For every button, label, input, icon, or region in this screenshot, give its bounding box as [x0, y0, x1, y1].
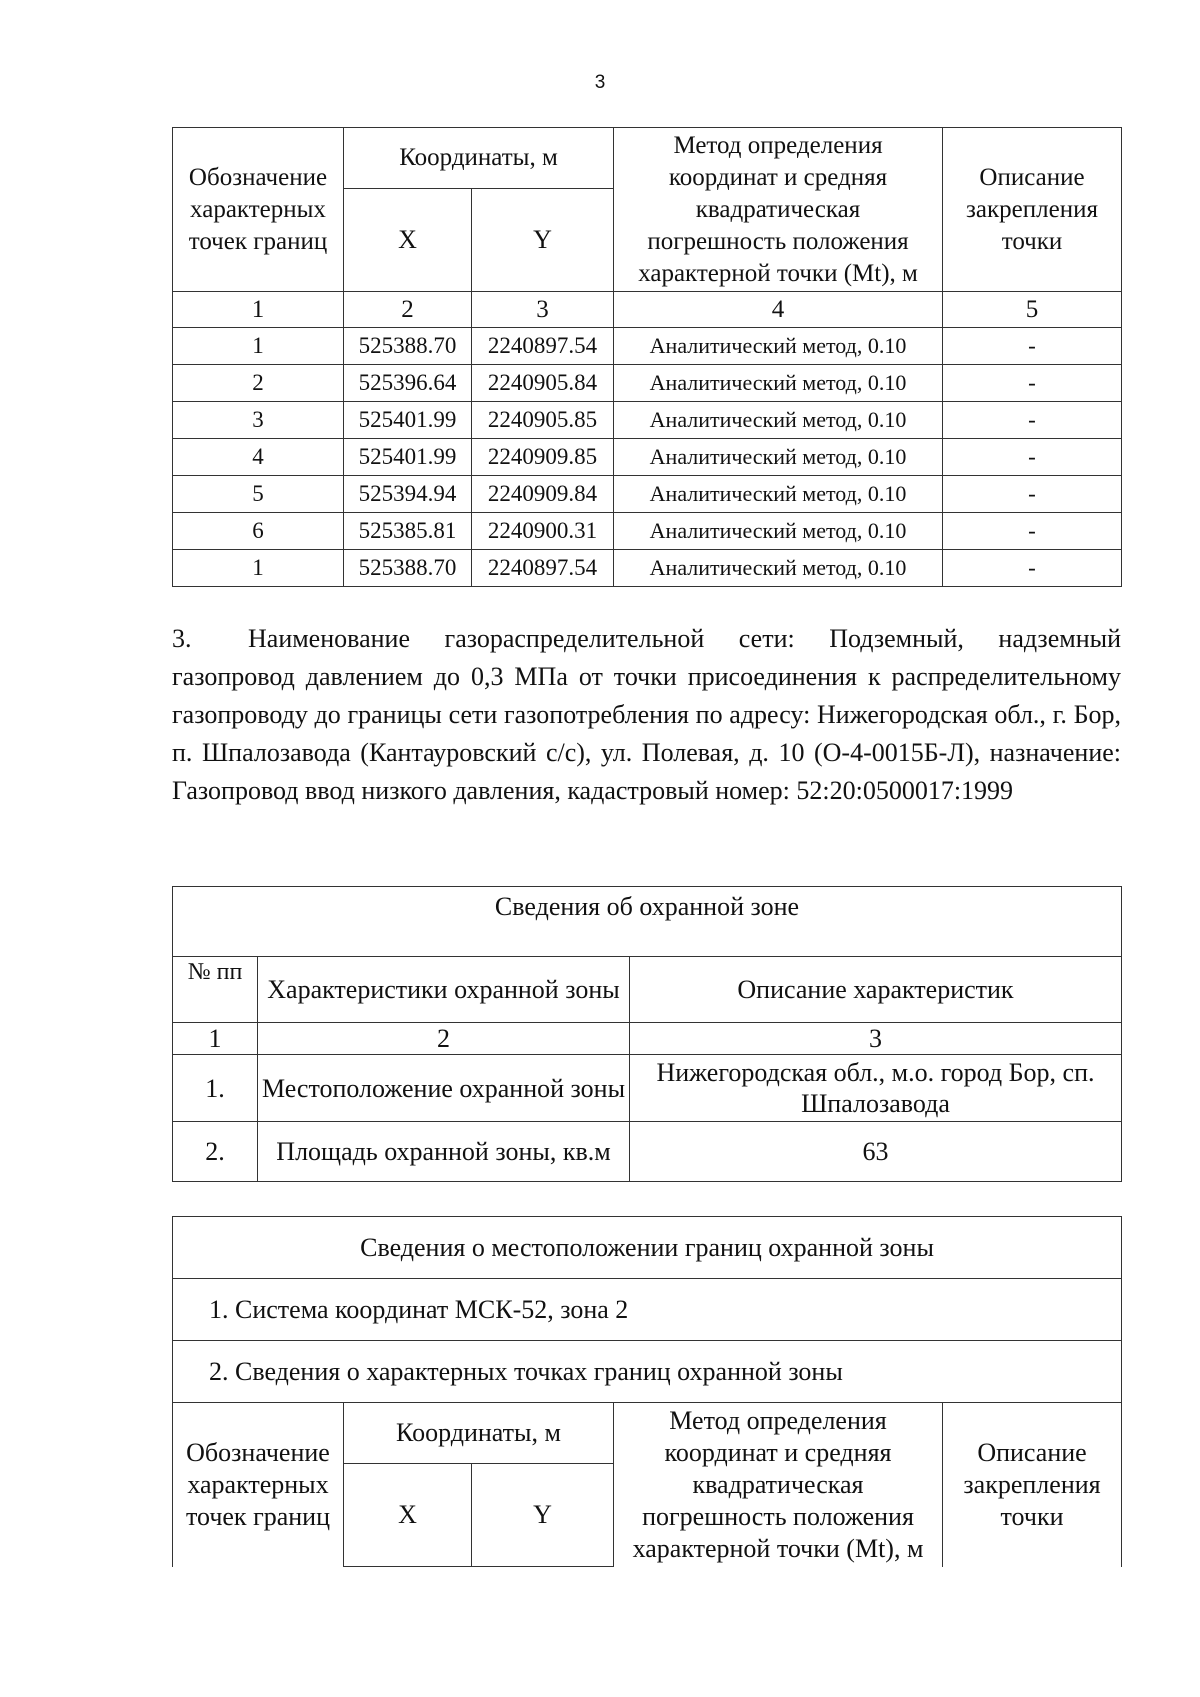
y-cell: 2240897.54 [472, 328, 614, 365]
method-header: Метод определения координат и средняя квадратическая погрешность положения характерной точки (Mt), м [614, 128, 943, 292]
x-cell: 525394.94 [344, 476, 472, 513]
col-number: 5 [943, 292, 1122, 328]
y-cell: 2240900.31 [472, 513, 614, 550]
col-number: 2 [344, 292, 472, 328]
y-cell: 2240905.84 [472, 365, 614, 402]
table-row [173, 513, 1122, 550]
description-header: Описание характеристик [630, 957, 1122, 1023]
point-cell: 5 [173, 476, 344, 513]
table-title: Сведения об охранной зоне [173, 887, 1122, 957]
desc-cell: - [943, 550, 1122, 587]
description-header: Описание закрепления точки [943, 1403, 1122, 1567]
col-number: 3 [472, 292, 614, 328]
table-row [173, 439, 1122, 476]
y-cell: 2240909.85 [472, 439, 614, 476]
section-number: 3. [172, 624, 192, 653]
row-value: 63 [630, 1122, 1122, 1182]
boundary-points-table [172, 127, 1122, 587]
section-text: Наименование газораспределительной сети: Подземный, надземный газопровод давлением до 0,3 МПа от точки присоединения к распределительному газопроводу до границы сети газопотребления по адресу: Нижегородская обл., г. Бор, п. Шпалозавода (Кантауровский с/с), ул. Полевая, д. 10 (О-4-0015Б-Л), назначение: Газопровод ввод низкого давления, кадастровый номер: 52:20:0500017:1999 [172, 624, 1121, 805]
section-3-paragraph [172, 620, 1121, 810]
x-cell: 525388.70 [344, 328, 472, 365]
method-cell: Аналитический метод, 0.10 [614, 439, 943, 476]
col-number: 3 [630, 1023, 1122, 1055]
point-cell: 3 [173, 402, 344, 439]
coordinates-header: Координаты, м [344, 1403, 614, 1464]
desc-cell: - [943, 402, 1122, 439]
table-row [173, 402, 1122, 439]
x-cell: 525401.99 [344, 439, 472, 476]
col-number: 1 [173, 1023, 258, 1055]
designation-header: Обозначение характерных точек границ [173, 128, 344, 292]
method-cell: Аналитический метод, 0.10 [614, 328, 943, 365]
y-cell: 2240905.85 [472, 402, 614, 439]
table-row [173, 1055, 1122, 1122]
designation-header: Обозначение характерных точек границ [173, 1403, 344, 1567]
y-cell: 2240897.54 [472, 550, 614, 587]
col-number: 1 [173, 292, 344, 328]
x-header: X [344, 1464, 472, 1567]
method-cell: Аналитический метод, 0.10 [614, 365, 943, 402]
table-row [173, 550, 1122, 587]
row-name: Местоположение охранной зоны [258, 1055, 630, 1122]
method-cell: Аналитический метод, 0.10 [614, 402, 943, 439]
method-cell: Аналитический метод, 0.10 [614, 550, 943, 587]
description-header: Описание закрепления точки [943, 128, 1122, 292]
desc-cell: - [943, 439, 1122, 476]
point-cell: 1 [173, 550, 344, 587]
col-number: 4 [614, 292, 943, 328]
y-cell: 2240909.84 [472, 476, 614, 513]
table-row [173, 1122, 1122, 1182]
table-row [173, 328, 1122, 365]
points-info-line: 2. Сведения о характерных точках границ охранной зоны [173, 1341, 1122, 1403]
row-number: 2. [173, 1122, 258, 1182]
table-row [173, 365, 1122, 402]
point-cell: 1 [173, 328, 344, 365]
num-header: № пп [173, 957, 258, 1023]
desc-cell: - [943, 328, 1122, 365]
page-number: 3 [594, 72, 606, 93]
desc-cell: - [943, 476, 1122, 513]
desc-cell: - [943, 513, 1122, 550]
table-row [173, 476, 1122, 513]
point-cell: 4 [173, 439, 344, 476]
y-header: Y [472, 189, 614, 292]
y-header: Y [472, 1464, 614, 1567]
x-cell: 525385.81 [344, 513, 472, 550]
row-value: Нижегородская обл., м.о. город Бор, сп. Шпалозавода [630, 1055, 1122, 1122]
method-header: Метод определения координат и средняя квадратическая погрешность положения характерной точки (Mt), м [614, 1403, 943, 1567]
x-header: X [344, 189, 472, 292]
coordinates-header: Координаты, м [344, 128, 614, 189]
protection-zone-table [172, 886, 1122, 1182]
coordinate-system-line: 1. Система координат МСК-52, зона 2 [173, 1279, 1122, 1341]
x-cell: 525396.64 [344, 365, 472, 402]
table-title: Сведения о местоположении границ охранной зоны [173, 1217, 1122, 1279]
method-cell: Аналитический метод, 0.10 [614, 476, 943, 513]
row-name: Площадь охранной зоны, кв.м [258, 1122, 630, 1182]
point-cell: 2 [173, 365, 344, 402]
x-cell: 525401.99 [344, 402, 472, 439]
desc-cell: - [943, 365, 1122, 402]
col-number: 2 [258, 1023, 630, 1055]
characteristics-header: Характеристики охранной зоны [258, 957, 630, 1023]
method-cell: Аналитический метод, 0.10 [614, 513, 943, 550]
point-cell: 6 [173, 513, 344, 550]
x-cell: 525388.70 [344, 550, 472, 587]
zone-boundaries-table [172, 1216, 1122, 1567]
row-number: 1. [173, 1055, 258, 1122]
